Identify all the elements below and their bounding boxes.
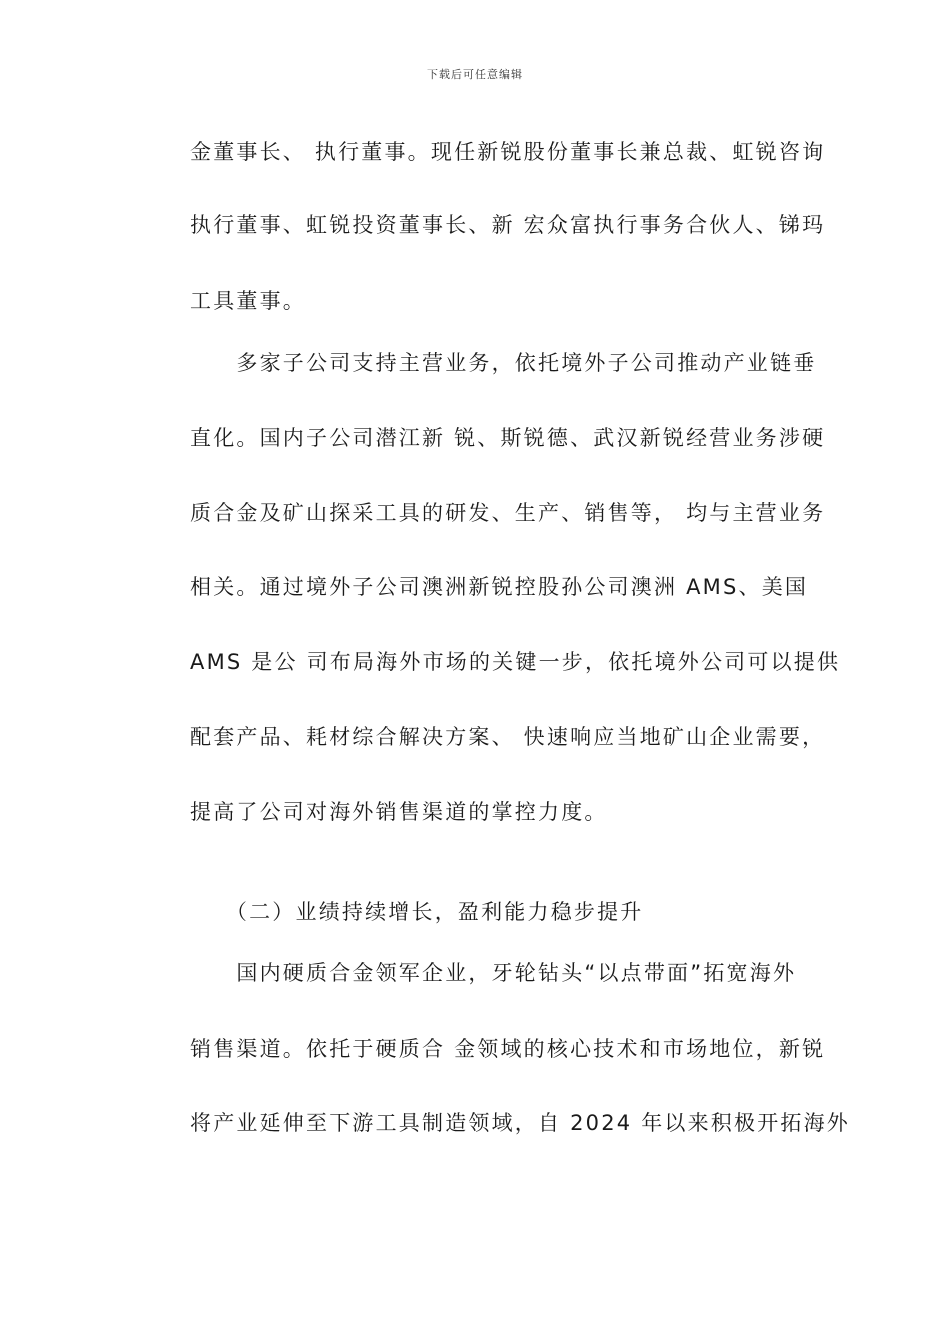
paragraph-start-line: 国内硬质合金领军企业，牙轮钻头“以点带面”拓宽海外 (190, 961, 797, 985)
text-line: 配套产品、耗材综合解决方案、 快速响应当地矿山企业需要， (190, 725, 826, 749)
text-line: 销售渠道。依托于硬质合 金领域的核心技术和市场地位，新锐 (190, 1037, 826, 1061)
text-line: 执行董事、虹锐投资董事长、新 宏众富执行事务合伙人、锑玛 (190, 213, 826, 237)
text-line: 提高了公司对海外销售渠道的掌控力度。 (190, 800, 608, 824)
page-header: 下载后可任意编辑 (427, 68, 523, 81)
text-line: 质合金及矿山探采工具的研发、生产、销售等， 均与主营业务 (190, 501, 826, 525)
paragraph-start-line: 多家子公司支持主营业务，依托境外子公司推动产业链垂 (190, 351, 817, 375)
text-line: 工具董事。 (190, 289, 306, 313)
text-line: 将产业延伸至下游工具制造领域，自 2024 年以来积极开拓海外 (190, 1111, 850, 1135)
text-line: AMS 是公 司布局海外市场的关键一步，依托境外公司可以提供 (190, 650, 841, 674)
section-heading: （二）业绩持续增长，盈利能力稳步提升 (190, 900, 644, 924)
text-line: 相关。通过境外子公司澳洲新锐控股孙公司澳洲 AMS、美国 (190, 575, 809, 599)
text-line: 直化。国内子公司潜江新 锐、斯锐德、武汉新锐经营业务涉硬 (190, 426, 826, 450)
text-line: 金董事长、 执行董事。现任新锐股份董事长兼总裁、虹锐咨询 (190, 140, 826, 164)
